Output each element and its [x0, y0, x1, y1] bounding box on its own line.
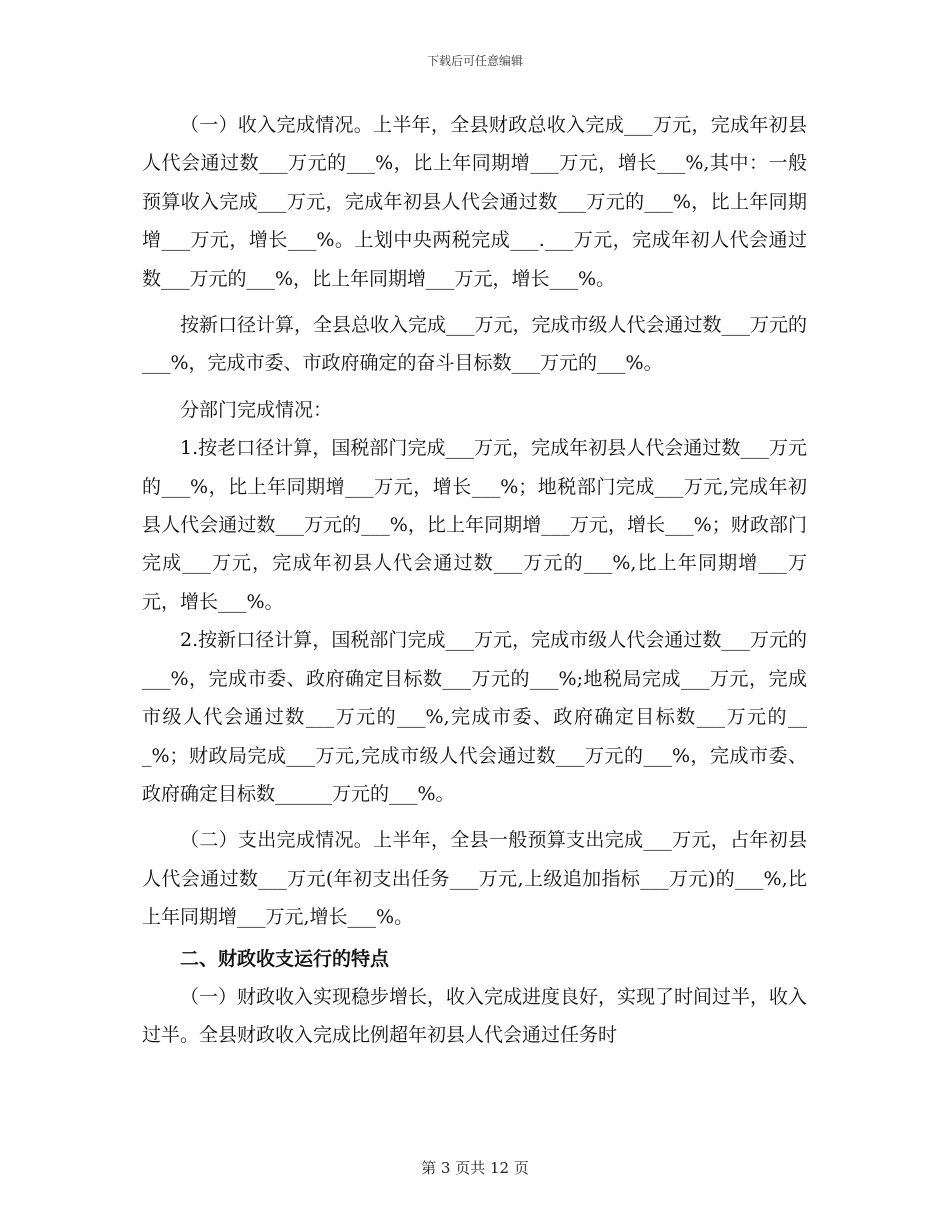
paragraph-departments-title: 分部门完成情况： [180, 398, 333, 421]
paragraph-new-caliber: 按新口径计算，全县总收入完成___万元，完成市级人代会通过数___万元的___%，完成市委、市政府确定的奋斗目标数___万元的___%。 [142, 314, 808, 375]
page-footer: 第 3 页共 12 页 [421, 1159, 529, 1177]
paragraph-features: （一）财政收入实现稳步增长，收入完成进度良好，实现了时间过半，收入过半。全县财政收入完成比例超年初县人代会通过任务时 [142, 985, 808, 1047]
paragraph-income: （一）收入完成情况。上半年，全县财政总收入完成___万元，完成年初县人代会通过数___万元的___%，比上年同期增___万元，增长___%,其中：一般预算收入完成___万元，完成年初县人代会通过数___万元的___%，比上年同期增___万元，增长___%。上划中央两税完成___.___万元，完成年初人代会通过数___万元的___%，比上年同期增___万元，增长___%。 [142, 114, 807, 290]
section-heading: 二、财政收支运行的特点 [180, 947, 390, 970]
paragraph-new-caliber-departments: 2.按新口径计算，国税部门完成___万元，完成市级人代会通过数___万元的___%，完成市委、政府确定目标数___万元的___%;地税局完成___万元，完成市级人代会通过数___万元的___%,完成市委、政府确定目标数___万元的___%；财政局完成___万元,完成市级人代会通过数___万元的___%，完成市委、政府确定目标数______万元的___%。 [142, 629, 807, 805]
document-body [142, 106, 807, 1055]
paragraph-expenditure: （二）支出完成情况。上半年，全县一般预算支出完成___万元，占年初县人代会通过数___万元(年初支出任务___万元,上级追加指标___万元)的___%,比上年同期增___万元,增长___%。 [142, 829, 807, 929]
page-header: 下载后可任意编辑 [426, 54, 523, 68]
paragraph-old-caliber: 1.按老口径计算，国税部门完成___万元，完成年初县人代会通过数___万元的___%，比上年同期增___万元，增长___%；地税部门完成___万元,完成年初县人代会通过数___万元的___%，比上年同期增___万元，增长___%；财政部门完成___万元，完成年初县人代会通过数___万元的___%,比上年同期增___万元，增长___%。 [142, 437, 807, 613]
